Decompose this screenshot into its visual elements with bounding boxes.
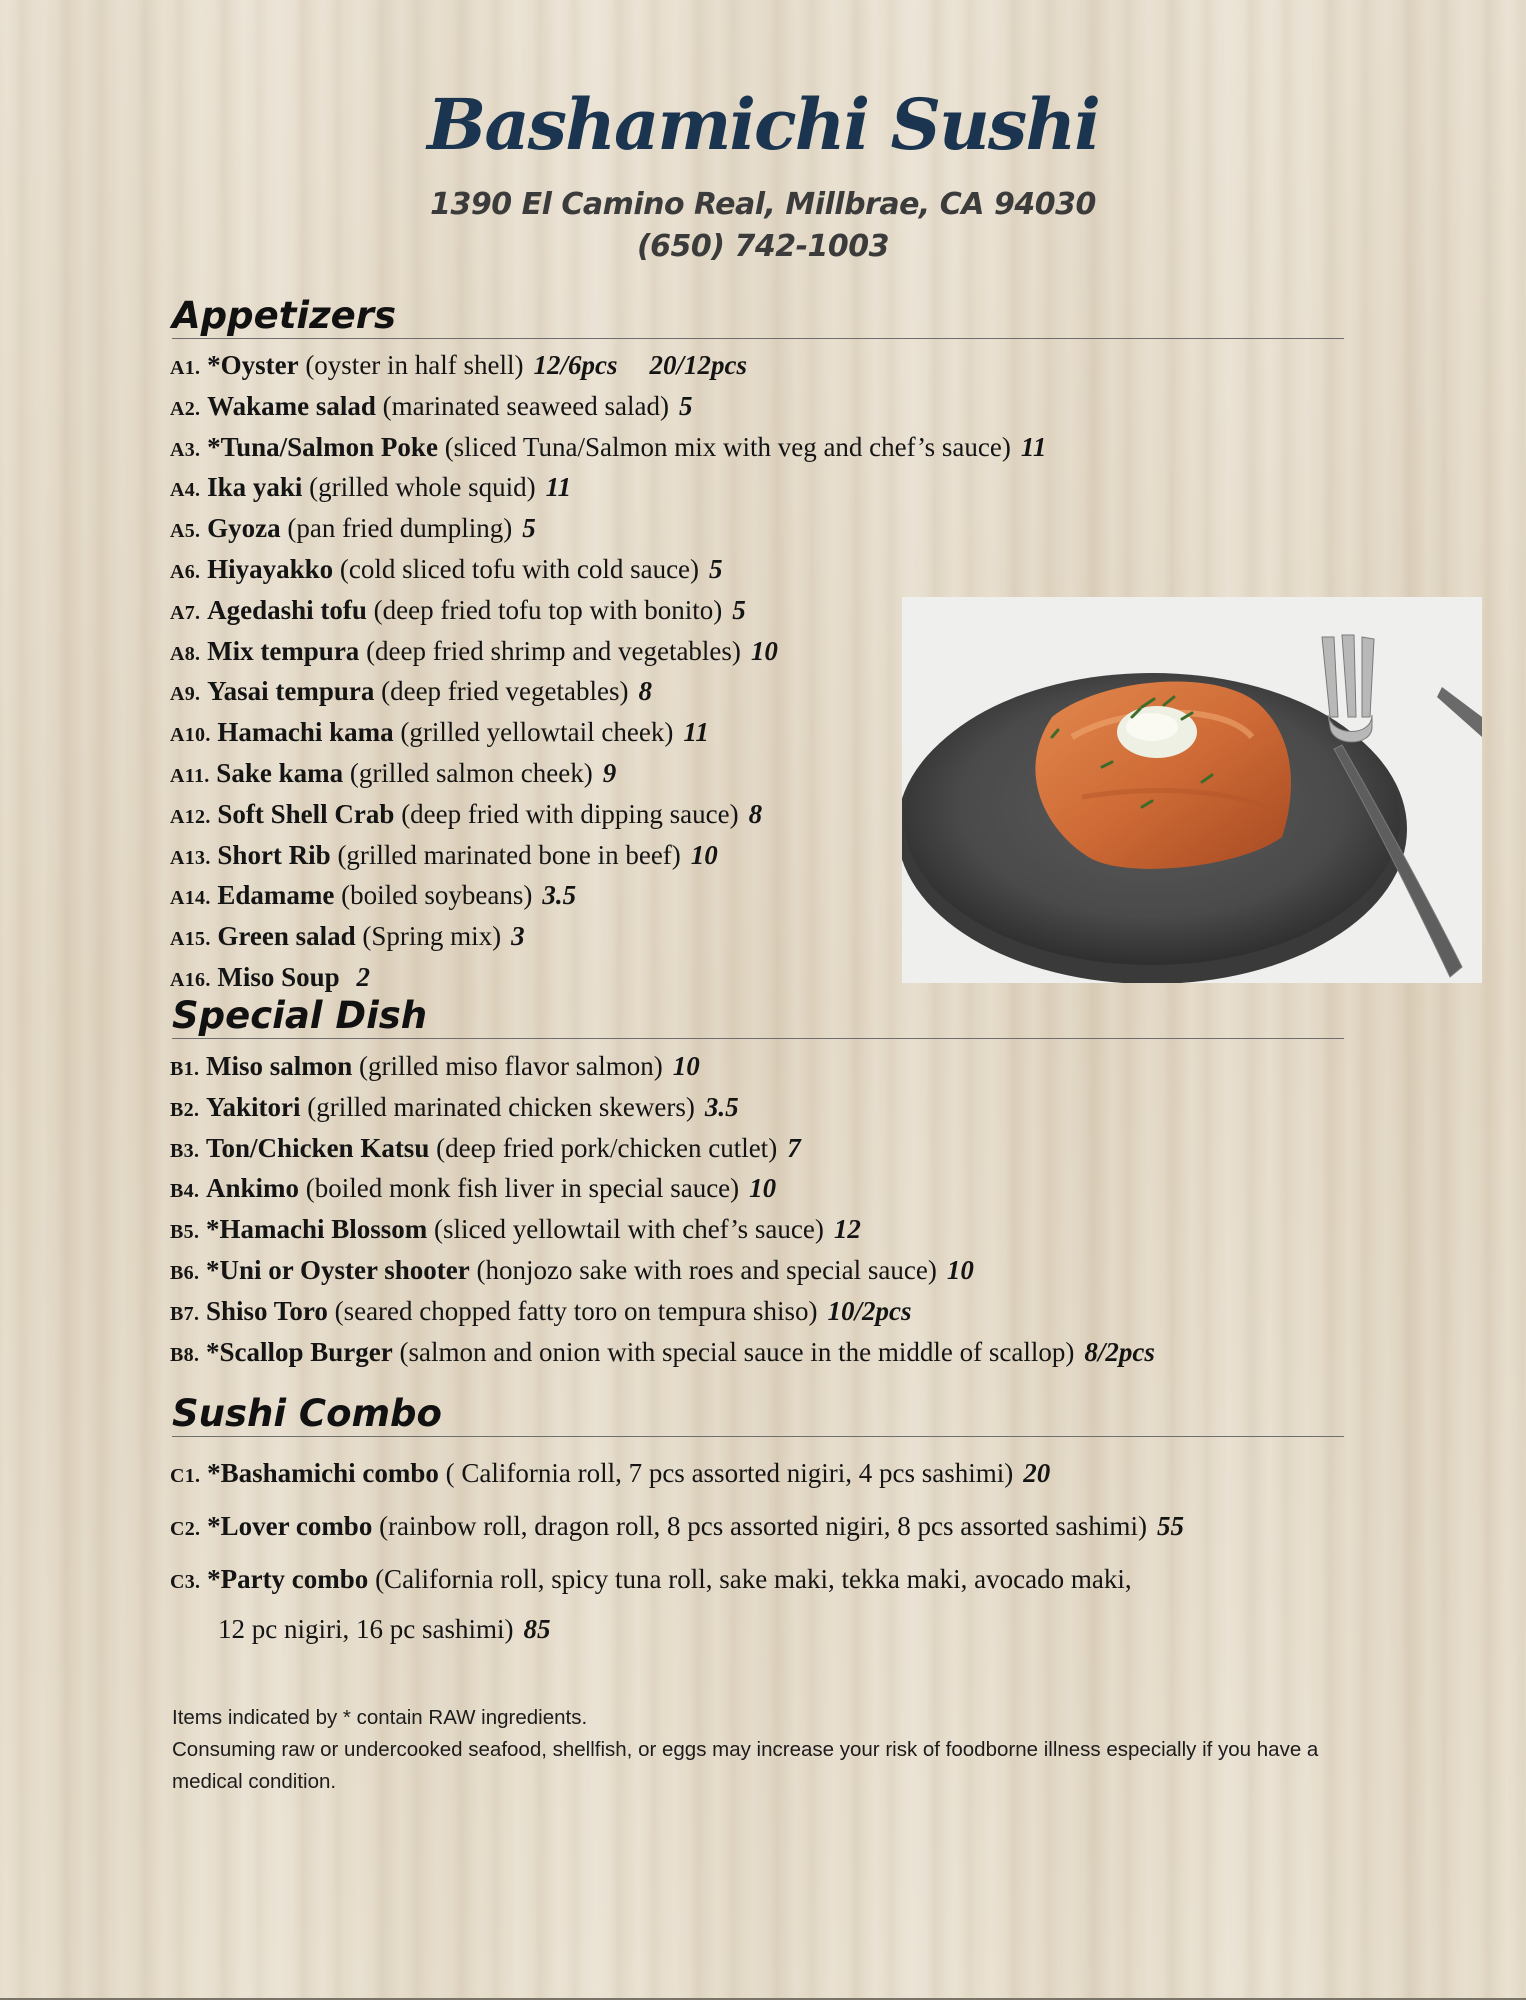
menu-item (170, 429, 1046, 470)
item-price: 5 (709, 553, 723, 584)
item-desc: (Spring mix) (362, 921, 502, 952)
item-price: 10 (749, 1173, 777, 1204)
item-price: 9 (602, 757, 617, 788)
menu-item (170, 551, 1046, 592)
item-desc: (deep fried pork/chicken cutlet) (436, 1132, 778, 1163)
menu-item (170, 1211, 1155, 1252)
menu-item (170, 1089, 1155, 1130)
item-price: 10 (946, 1254, 974, 1285)
section-heading-special-dish: Special Dish (172, 994, 1344, 1039)
item-name: Soft Shell Crab (217, 798, 395, 829)
sushi-combo-list (170, 1448, 1184, 1651)
item-code: B3. (170, 1139, 200, 1162)
item-code: A1. (170, 357, 201, 379)
item-code: A3. (170, 438, 201, 461)
item-desc: (California roll, spicy tuna roll, sake maki, tekka maki, avocado maki, (375, 1564, 1132, 1594)
menu-item (170, 1501, 1184, 1554)
item-price-alt: 20/12pcs (649, 350, 748, 380)
menu-item (170, 347, 1046, 388)
item-name: *Oyster (207, 350, 299, 380)
item-name: *Uni or Oyster shooter (206, 1254, 470, 1285)
item-name: Hiyayakko (207, 553, 334, 584)
item-name: Agedashi tofu (207, 594, 367, 625)
item-desc: (grilled marinated bone in beef) (337, 839, 681, 870)
item-code: B6. (170, 1261, 200, 1284)
item-price: 11 (545, 472, 572, 503)
salmon-plate-icon (902, 597, 1482, 983)
menu-item (170, 1554, 1184, 1651)
item-desc: (deep fried vegetables) (381, 676, 629, 707)
item-name: Hamachi kama (217, 717, 394, 748)
item-desc: (grilled whole squid) (309, 472, 536, 503)
item-name: Miso salmon (206, 1051, 353, 1081)
item-desc: (deep fried tofu top with bonito) (373, 594, 723, 625)
item-price: 5 (678, 390, 693, 421)
item-desc: (grilled marinated chicken skewers) (307, 1091, 695, 1122)
item-price: 3.5 (704, 1091, 739, 1122)
item-code: B1. (170, 1058, 200, 1080)
restaurant-title: Bashamichi Sushi (427, 83, 1099, 166)
item-code: A4. (170, 479, 201, 502)
item-name: Gyoza (207, 513, 281, 544)
item-code: B7. (170, 1302, 200, 1325)
special-dish-list (170, 1048, 1155, 1374)
item-code: A6. (170, 560, 201, 583)
item-desc: (grilled miso flavor salmon) (359, 1051, 663, 1081)
menu-item (170, 1252, 1155, 1293)
item-price: 10/2pcs (827, 1295, 912, 1326)
item-price: 7 (787, 1132, 801, 1163)
item-code: A11. (170, 764, 210, 787)
item-code: A5. (170, 520, 201, 543)
menu-item (170, 1048, 1155, 1089)
item-code: C1. (170, 1465, 201, 1487)
item-desc: (sliced Tuna/Salmon mix with veg and chef’s sauce) (444, 431, 1011, 462)
item-desc: (grilled salmon cheek) (349, 757, 593, 788)
item-code: C2. (170, 1518, 201, 1540)
item-desc: ( California roll, 7 pcs assorted nigiri, 4 pcs sashimi) (445, 1458, 1014, 1488)
item-price: 8/2pcs (1084, 1336, 1155, 1367)
item-name: Mix tempura (207, 635, 360, 666)
item-code: A12. (170, 805, 211, 828)
item-name: Green salad (217, 921, 356, 952)
item-price: 10 (690, 839, 718, 870)
item-name: *Hamachi Blossom (206, 1214, 428, 1245)
item-price: 85 (523, 1614, 551, 1644)
restaurant-address: 1390 El Camino Real, Millbrae, CA 94030 (430, 187, 1096, 222)
notice-line-1: Items indicated by * contain RAW ingredients. (172, 1706, 588, 1729)
item-desc: (pan fried dumpling) (287, 513, 513, 544)
item-desc-continued (170, 1607, 1184, 1651)
salmon-dish-photo (902, 597, 1482, 983)
menu-item (170, 1293, 1155, 1334)
item-desc: (boiled soybeans) (341, 880, 533, 911)
item-desc: (deep fried shrimp and vegetables) (366, 635, 741, 666)
item-desc: (deep fried with dipping sauce) (401, 798, 739, 829)
item-code: A7. (170, 601, 201, 624)
item-name: Wakame salad (207, 390, 376, 421)
menu-item (170, 1448, 1184, 1501)
restaurant-phone: (650) 742-1003 (636, 229, 890, 264)
item-code: A8. (170, 642, 201, 665)
item-price: 11 (1020, 431, 1047, 462)
item-desc: (rainbow roll, dragon roll, 8 pcs assorted nigiri, 8 pcs assorted sashimi) (379, 1511, 1147, 1541)
item-price: 2 (356, 961, 370, 992)
menu-item (170, 1334, 1155, 1375)
item-price: 10 (750, 635, 778, 666)
item-code: A9. (170, 683, 201, 706)
item-price: 5 (522, 513, 536, 544)
section-heading-appetizers: Appetizers (172, 294, 1344, 339)
item-name: Yakitori (206, 1091, 301, 1122)
item-name: *Tuna/Salmon Poke (207, 431, 438, 462)
notice-line-2: Consuming raw or undercooked seafood, shellfish, or eggs may increase your risk of foodborne illness especially if you have a medical condition. (172, 1738, 1319, 1793)
item-code: A14. (170, 887, 211, 910)
item-price: 55 (1156, 1511, 1184, 1541)
menu-item (170, 469, 1046, 510)
item-name: Sake kama (216, 757, 344, 788)
item-name: *Lover combo (207, 1511, 373, 1541)
item-price: 3.5 (542, 880, 577, 911)
item-price: 20 (1023, 1458, 1051, 1488)
menu-header (0, 83, 1526, 268)
item-desc: (marinated seaweed salad) (382, 390, 669, 421)
item-price: 10 (672, 1051, 700, 1081)
item-price: 12 (833, 1214, 861, 1245)
item-code: A13. (170, 846, 211, 869)
item-desc: (cold sliced tofu with cold sauce) (339, 553, 700, 584)
item-price: 5 (732, 594, 746, 625)
item-code: B4. (170, 1180, 200, 1203)
item-code: A10. (170, 724, 211, 747)
item-desc: (honjozo sake with roes and special sauce) (476, 1254, 937, 1285)
menu-item (170, 1170, 1155, 1211)
raw-ingredients-notice (172, 1702, 1342, 1798)
item-name: Ankimo (206, 1173, 300, 1204)
item-name: *Bashamichi combo (207, 1458, 439, 1488)
item-name: Yasai tempura (207, 676, 375, 707)
item-desc: (sliced yellowtail with chef’s sauce) (434, 1214, 824, 1245)
item-code: C3. (170, 1571, 201, 1593)
item-desc-line2: 12 pc nigiri, 16 pc sashimi) (218, 1614, 514, 1644)
item-name: *Party combo (207, 1564, 369, 1594)
item-desc: (salmon and onion with special sauce in the middle of scallop) (399, 1336, 1075, 1367)
item-desc: (seared chopped fatty toro on tempura shiso) (334, 1295, 818, 1326)
item-name: *Scallop Burger (206, 1336, 393, 1367)
section-heading-sushi-combo: Sushi Combo (172, 1392, 1344, 1437)
item-code: B2. (170, 1098, 200, 1121)
item-name: Short Rib (217, 839, 331, 870)
item-code: A2. (170, 397, 201, 420)
item-name: Ton/Chicken Katsu (206, 1132, 430, 1163)
item-price: 11 (683, 717, 709, 748)
item-price: 3 (511, 921, 525, 952)
item-desc: (grilled yellowtail cheek) (400, 717, 674, 748)
item-price: 8 (748, 798, 763, 829)
menu-item (170, 1130, 1155, 1171)
item-name: Edamame (217, 880, 335, 911)
menu-item (170, 388, 1046, 429)
item-code: B5. (170, 1221, 200, 1244)
menu-item (170, 510, 1046, 551)
item-code: B8. (170, 1343, 200, 1366)
item-code: A16. (170, 968, 211, 991)
item-desc: (oyster in half shell) (305, 350, 524, 380)
item-price: 12/6pcs (533, 350, 618, 380)
item-price: 8 (638, 676, 652, 707)
item-desc: (boiled monk fish liver in special sauce) (305, 1173, 740, 1204)
item-name: Ika yaki (207, 472, 303, 503)
item-code: A15. (170, 928, 211, 951)
item-name: Miso Soup (217, 961, 340, 992)
item-name: Shiso Toro (206, 1295, 328, 1326)
